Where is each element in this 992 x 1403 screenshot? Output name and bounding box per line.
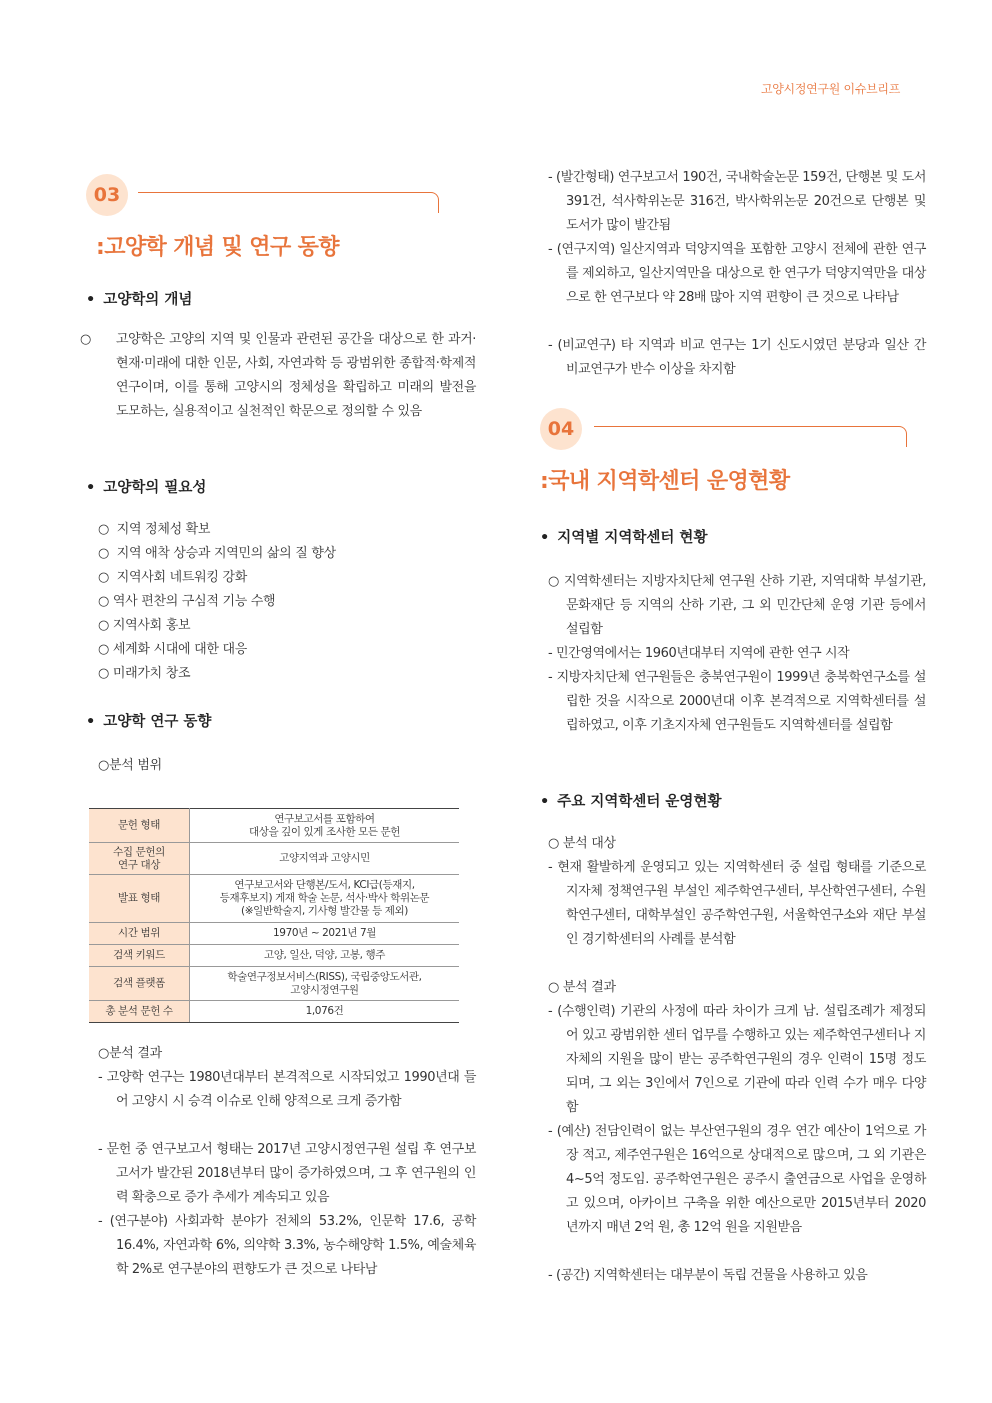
analysis-scope-table <box>89 808 459 1023</box>
necessity-item: ○ 지역 정체성 확보 <box>98 522 211 537</box>
target-label: ○ 분석 대상 <box>548 836 616 851</box>
table-value: 연구보고서를 포함하여 대상을 깊이 있게 조사한 모든 문헌 <box>190 809 460 843</box>
table-value: 고양지역과 고양시민 <box>190 843 460 875</box>
table-key: 문헌 형태 <box>89 809 190 843</box>
table-value: 1,076건 <box>190 1001 460 1023</box>
necessity-item: ○ 역사 편찬의 구심적 기능 수행 <box>98 594 276 609</box>
result-item: - (비교연구) 타 지역과 비교 연구는 1기 신도시였던 분당과 일산 간 비교연구가 반수 이상을 차지함 <box>548 338 926 377</box>
necessity-item: ○ 지역사회 네트워킹 강화 <box>98 570 247 585</box>
table-value: 학술연구정보서비스(RISS), 국립중앙도서관, 고양시정연구원 <box>190 967 460 1001</box>
result-item: - (연구분야) 사회과학 분야가 전체의 53.2%, 인문학 17.6, 공학 16.4%, 자연과학 6%, 의약학 3.3%, 농수해양학 1.5%, 예술체육학 2%로 연구분야의 편향도가 큰 것으로 나타남 <box>98 1214 476 1277</box>
necessity-item: ○ 지역 애착 상승과 지역민의 삶의 질 향상 <box>98 546 336 561</box>
major-result-item: - (예산) 전담인력이 없는 부산연구원의 경우 연간 예산이 1억으로 가장 적고, 제주연구원은 16억으로 상대적으로 많으며, 그 외 기관은 4~5억 정도임. 공주학연구원은 공주시 출연금으로 사업을 운영하고 있으며, 아카이브 구축을 위한 예산으로만 2015년부터 2020년까지 매년 2억 원, 총 12억 원을 지원받음 <box>548 1124 926 1235</box>
table-key: 검색 키워드 <box>89 945 190 967</box>
necessity-item: ○ 지역사회 홍보 <box>98 618 191 633</box>
major-result-item: - (수행인력) 기관의 사정에 따라 차이가 크게 남. 설립조례가 제정되어 있고 광범위한 센터 업무를 수행하고 있는 제주학연구센터나 지자체의 지원을 많이 받는 공주학연구원의 경우 인력이 15명 정도 되며, 그 외는 3인에서 7인으로 기관에 따라 인력 수가 매우 다양함 <box>548 1004 926 1115</box>
header-brand: 고양시정연구원 이슈브리프 <box>760 82 900 96</box>
result-label-right: ○ 분석 결과 <box>548 980 616 995</box>
table-value: 고양, 일산, 덕양, 고봉, 행주 <box>190 945 460 967</box>
scope-label: ○분석 범위 <box>98 758 162 773</box>
section-4-number: 04 <box>540 408 582 450</box>
result-item: - (연구지역) 일산지역과 덕양지역을 포함한 고양시 전체에 관한 연구를 제외하고, 일산지역만을 대상으로 한 연구가 덕양지역만을 대상으로 한 연구보다 약 28배 많아 지역 편향이 큰 것으로 나타남 <box>548 242 926 305</box>
regional-item: - 지방자치단체 연구원들은 충북연구원이 1999년 충북학연구소를 설립한 것을 시작으로 2000년대 이후 본격적으로 지역학센터를 설립하였고, 이후 기초지자체 연구원들도 지역학센터를 설립함 <box>548 670 926 733</box>
section-3-number: 03 <box>86 174 128 216</box>
table-row <box>89 923 459 945</box>
table-value: 연구보고서와 단행본/도서, KCI급(등재지, 등재후보지) 게재 학술 논문, 석사·박사 학위논문 (※일반학술지, 기사형 발간물 등 제외) <box>190 875 460 923</box>
trends-heading: • 고양학 연구 동향 <box>86 714 212 730</box>
table-key: 총 분석 문헌 수 <box>89 1001 190 1023</box>
table-row <box>89 875 459 923</box>
table-row <box>89 843 459 875</box>
table-value: 1970년 ~ 2021년 7월 <box>190 923 460 945</box>
section-4-header <box>540 408 910 448</box>
regional-heading: • 지역별 지역학센터 현황 <box>540 530 708 546</box>
table-key: 시간 범위 <box>89 923 190 945</box>
result-item: - (발간형태) 연구보고서 190건, 국내학술논문 159건, 단행본 및 도서 391건, 석사학위논문 316건, 박사학위논문 20건으로 단행본 및 도서가 많이 발간됨 <box>548 170 926 233</box>
result-item: - 문헌 중 연구보고서 형태는 2017년 고양시정연구원 설립 후 연구보고서가 발간된 2018년부터 많이 증가하였으며, 그 후 연구원의 인력 확충으로 증가 추세가 계속되고 있음 <box>98 1142 476 1205</box>
result-item: - 고양학 연구는 1980년대부터 본격적으로 시작되었고 1990년대 들어 고양시 시 승격 이슈로 인해 양적으로 크게 증가함 <box>98 1070 476 1109</box>
necessity-item: ○ 세계화 시대에 대한 대응 <box>98 642 247 657</box>
table-key: 수집 문헌의 연구 대상 <box>89 843 190 875</box>
target-text: - 현재 활발하게 운영되고 있는 지역학센터 중 설립 형태를 기준으로 지자체 정책연구원 부설인 제주학연구센터, 부산학연구센터, 수원학연구센터, 대학부설인 공주학연구원, 서울학연구소와 재단 부설인 경기학센터의 사례를 분석함 <box>548 860 926 947</box>
table-key: 검색 플랫폼 <box>89 967 190 1001</box>
table-row <box>89 809 459 843</box>
regional-item: - 민간영역에서는 1960년대부터 지역에 관한 연구 시작 <box>548 646 850 661</box>
major-heading: • 주요 지역학센터 운영현황 <box>540 794 722 810</box>
table-row <box>89 1001 459 1023</box>
concept-heading: • 고양학의 개념 <box>86 292 193 308</box>
table-row <box>89 945 459 967</box>
necessity-heading: • 고양학의 필요성 <box>86 480 207 496</box>
regional-item: ○ 지역학센터는 지방자치단체 연구원 산하 기관, 지역대학 부설기관, 문화재단 등 지역의 산하 기관, 그 외 민간단체 운영 기관 등에서 설립함 <box>548 574 926 637</box>
necessity-item: ○ 미래가치 창조 <box>98 666 191 681</box>
concept-text: ○ 고양학은 고양의 지역 및 인물과 관련된 공간을 대상으로 한 과거·현재·미래에 대한 인문, 사회, 자연과학 등 광범위한 종합적·학제적 연구이며, 이를 통해 고양시의 정체성을 확립하고 미래의 발전을 도모하는, 실용적이고 실천적인 학문으로 정의할 수 있음 <box>80 332 476 419</box>
major-result-item: - (공간) 지역학센터는 대부분이 독립 건물을 사용하고 있음 <box>548 1268 868 1283</box>
section-4-rule <box>594 426 907 447</box>
section-3-rule <box>138 192 439 213</box>
section-3-title: :고양학 개념 및 연구 동향 <box>96 235 339 260</box>
table-key: 발표 형태 <box>89 875 190 923</box>
section-4-title: :국내 지역학센터 운영현황 <box>540 469 790 494</box>
section-3-header <box>86 174 442 214</box>
table-row <box>89 967 459 1001</box>
result-label-left: ○분석 결과 <box>98 1046 162 1061</box>
